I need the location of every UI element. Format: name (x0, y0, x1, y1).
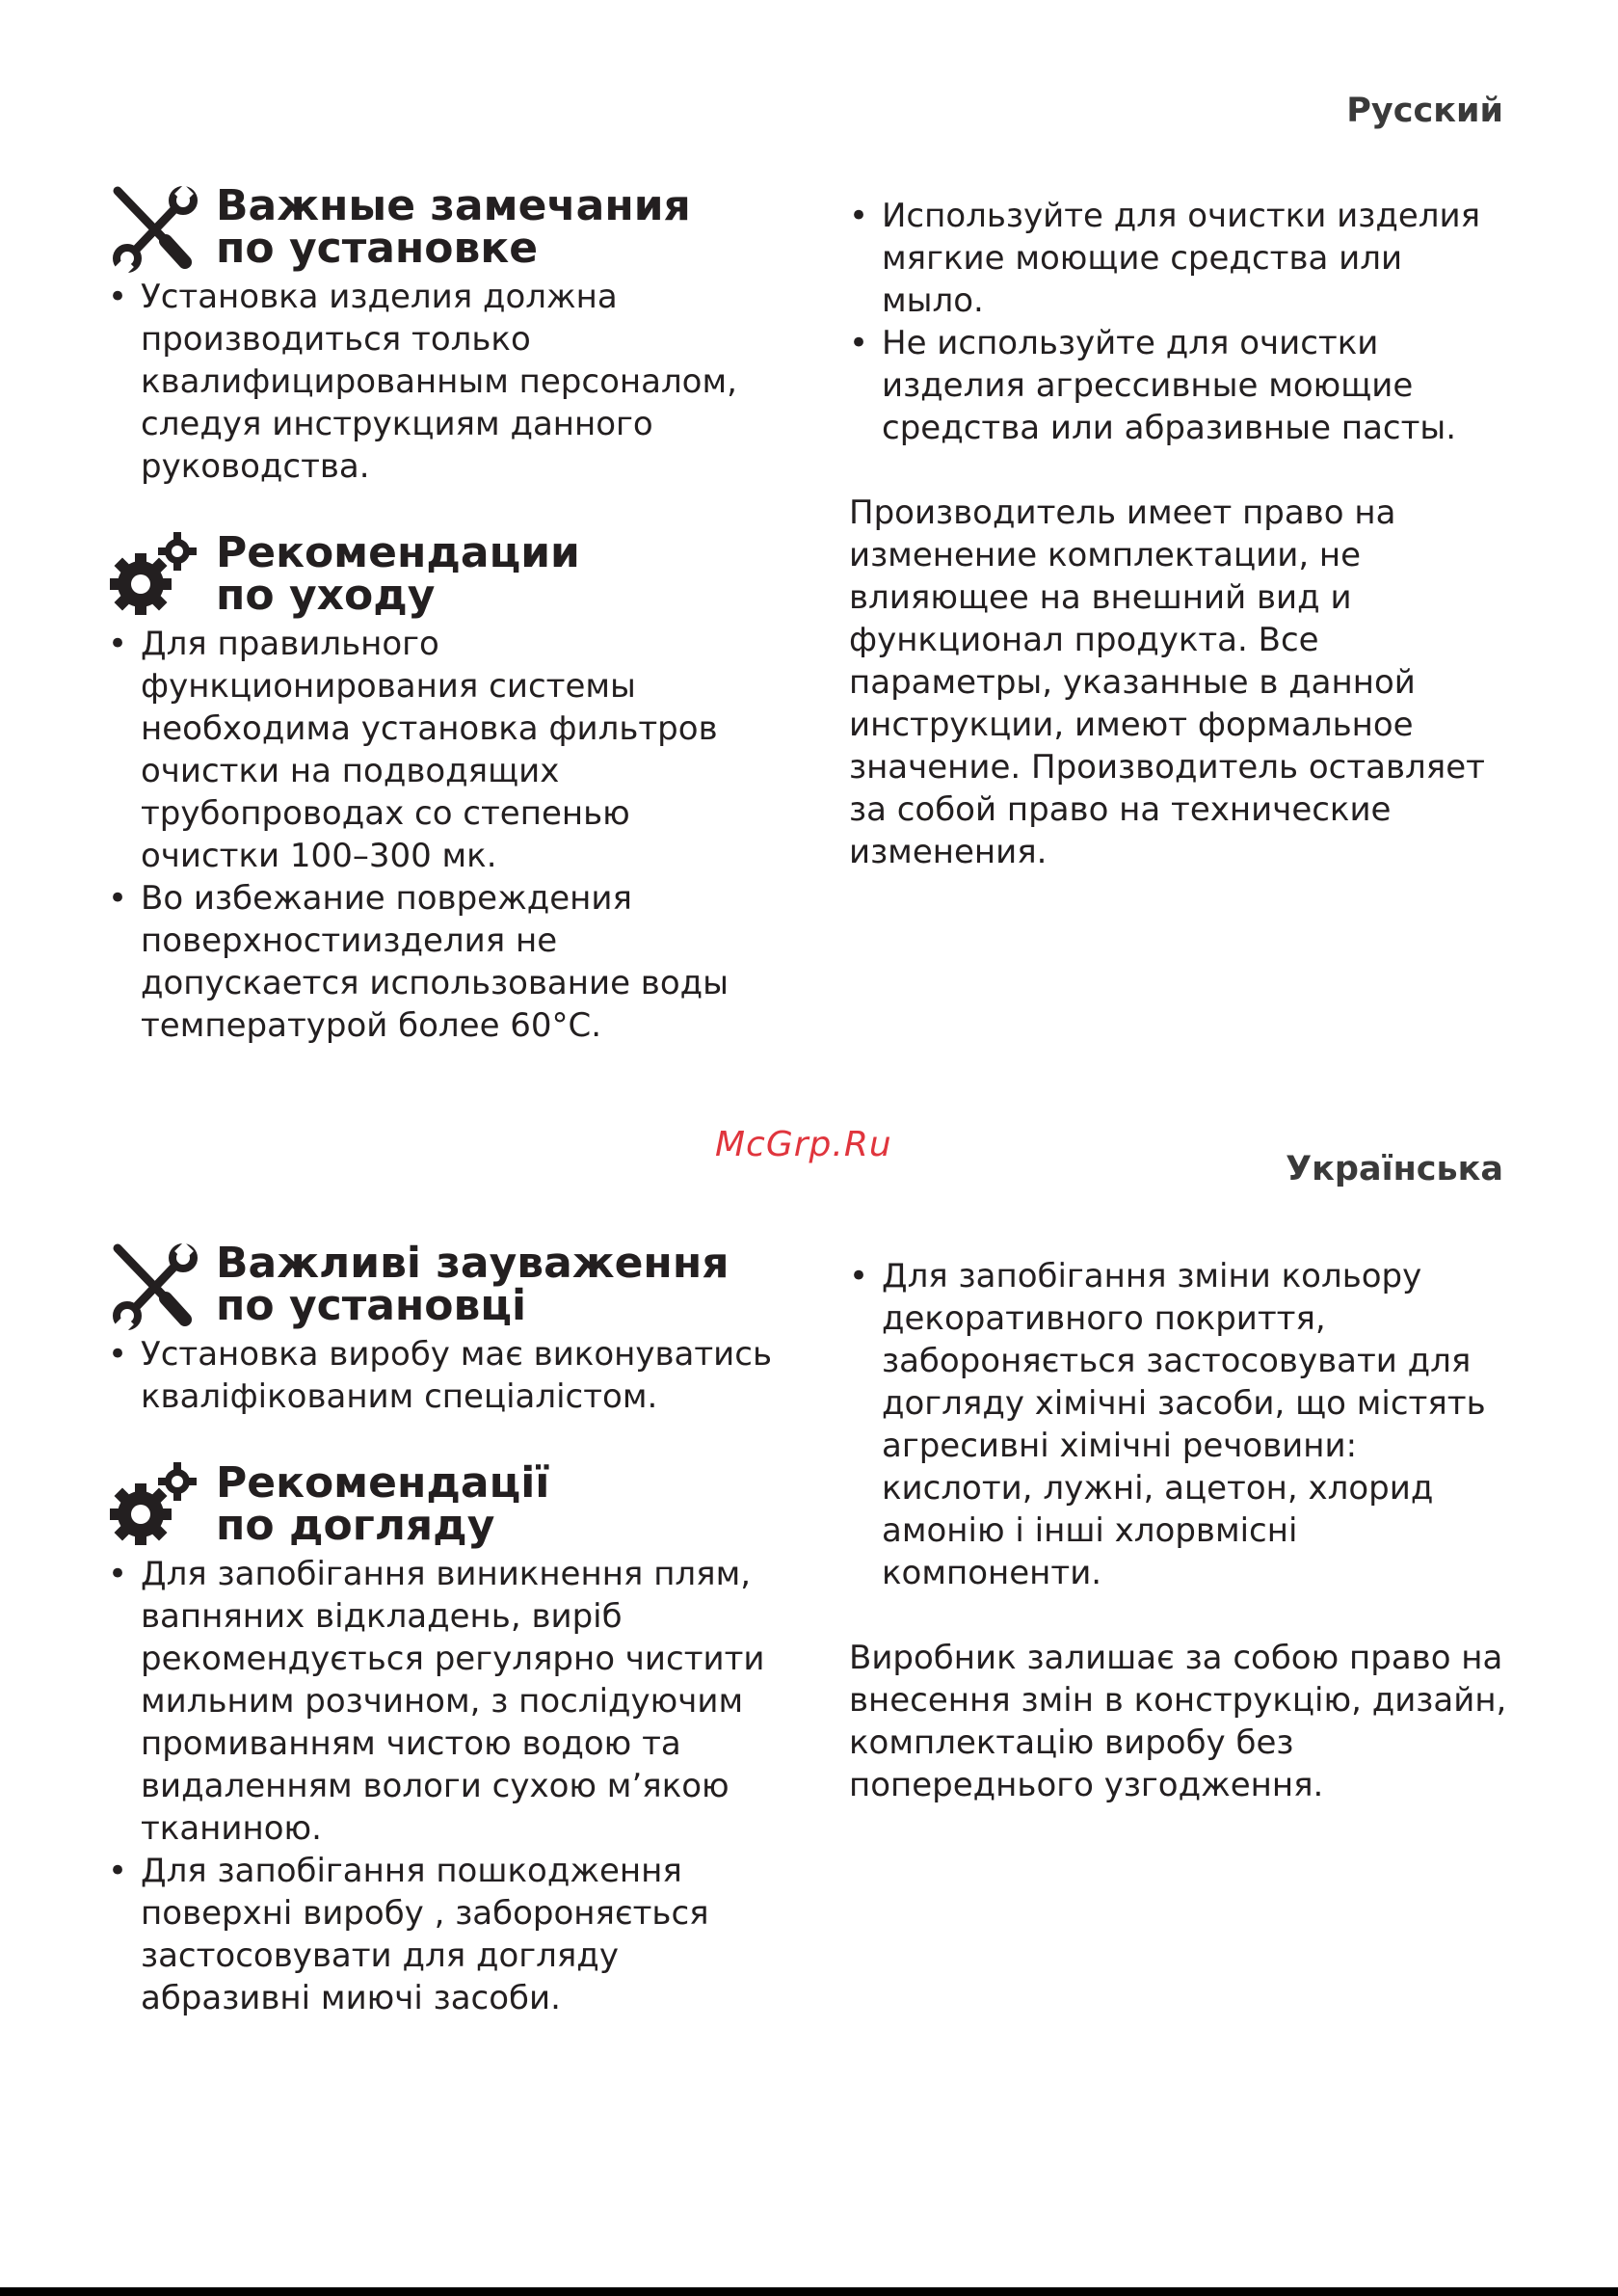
ru-care-heading (108, 530, 773, 623)
list-item: • Используйте для очистки изделия мягкие моющие средства или мыло. (849, 195, 1514, 322)
uk-care-list (108, 1553, 773, 2019)
gears-icon (108, 1460, 200, 1553)
list-item: • Не используйте для очистки изделия агрессивные моющие средства или абразивные пасты. (849, 322, 1514, 449)
uk-care-title-line2: по догляду (216, 1501, 495, 1550)
uk-care-heading (108, 1460, 773, 1553)
uk-manufacturer-note: Виробник залишає за собою право на внесення змін в конструкцію, дизайн, комплектацію виробу без попереднього узгодження. (849, 1639, 1507, 1804)
list-item: • Для запобігання виникнення плям, вапняних відкладень, виріб рекомендується регулярно чистити мильним розчином, з послідуючим промиванням чистою водою та видаленням вологи сухою м’якою тканиною. (108, 1553, 773, 1850)
ru-care-title-line1: Рекомендации (216, 528, 580, 577)
ru-install-heading (108, 183, 773, 276)
list-item: • Для запобігання зміни кольору декоративного покриття, забороняється застосовувати для догляду хімічні засоби, що містять агресивні хімічні речовини: кислоти, лужні, ацетон, хлорид амонію і інші хлорвмісні компоненти. (849, 1255, 1514, 1594)
ru-care-title-line2: по уходу (216, 571, 436, 620)
uk-right-column (849, 1255, 1514, 1806)
uk-left-column (108, 1241, 773, 2019)
uk-install-list (108, 1333, 773, 1418)
uk-install-heading (108, 1241, 773, 1333)
list-item: • Для правильного функционирования системы необходима установка фильтров очистки на подводящих трубопроводах со степенью очистки 100–300 мк. (108, 623, 773, 877)
ru-install-title (216, 181, 691, 273)
list-item: • Установка виробу має виконуватись кваліфікованим спеціалістом. (108, 1333, 773, 1418)
watermark: McGrp.Ru (715, 1125, 892, 1164)
ru-care-list (108, 623, 773, 1047)
uk-install-title (216, 1239, 729, 1330)
lang-label-ru: Русский (1346, 92, 1503, 130)
ru-install-title-line1: Важные замечания (216, 181, 691, 230)
ru-right-column (849, 195, 1514, 873)
ru-care-title (216, 528, 580, 620)
ru-manufacturer-note: Производитель имеет право на изменение комплектации, не влияющее на внешний вид и функционал продукта. Все параметры, указанные в данной инструкции, имеют формальное значение. Производитель оставляет за собой право на технические изменения. (849, 494, 1485, 871)
tools-icon (108, 1241, 200, 1333)
uk-care-title-line1: Рекомендації (216, 1458, 550, 1508)
ru-install-list (108, 276, 773, 488)
tools-icon (108, 183, 200, 276)
list-item: • Во избежание повреждения поверхностиизделия не допускается использование воды температурой более 60°С. (108, 877, 773, 1047)
ru-install-title-line2: по установке (216, 224, 539, 273)
uk-care-title (216, 1458, 550, 1550)
list-item: • Установка изделия должна производиться только квалифицированным персоналом, следуя инструкциям данного руководства. (108, 276, 773, 488)
lang-label-uk: Українська (1286, 1150, 1503, 1188)
list-item: • Для запобігання пошкодження поверхні виробу , забороняється застосовувати для догляду абразивні миючі засоби. (108, 1850, 773, 2019)
bottom-rule (0, 2287, 1618, 2296)
gears-icon (108, 530, 200, 623)
uk-install-title-line2: по установці (216, 1281, 527, 1330)
ru-left-column (108, 183, 773, 1047)
ru-right-list (849, 195, 1514, 449)
uk-install-title-line1: Важливі зауваження (216, 1239, 729, 1288)
uk-right-list (849, 1255, 1514, 1594)
